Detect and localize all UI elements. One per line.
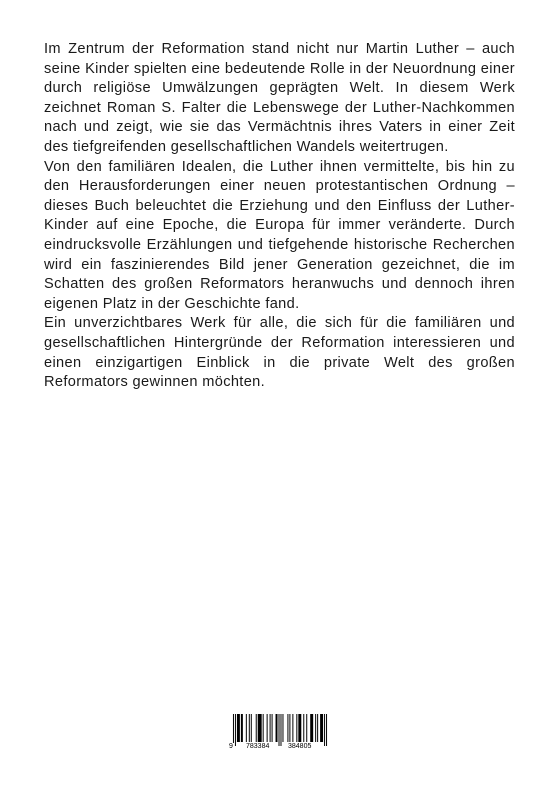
barcode-right-group: 384805 xyxy=(288,743,312,750)
barcode-bar xyxy=(246,714,247,742)
isbn-barcode xyxy=(229,714,331,750)
barcode-bar xyxy=(233,714,234,746)
barcode-left-group: 783384 xyxy=(246,743,270,750)
barcode-bar xyxy=(251,714,252,742)
barcode-bar xyxy=(324,714,325,746)
barcode-bar xyxy=(326,714,327,746)
barcode-bar xyxy=(310,714,313,742)
barcode-bar xyxy=(317,714,318,742)
barcode-bar xyxy=(306,714,307,742)
barcode-bar xyxy=(256,714,257,742)
barcode-bar xyxy=(272,714,273,742)
barcode-bar xyxy=(279,714,280,746)
barcode-bar xyxy=(289,714,290,742)
barcode-first-digit: 9 xyxy=(229,743,233,750)
barcode-bar xyxy=(263,714,264,742)
barcode-bar xyxy=(249,714,250,742)
barcode-bar xyxy=(282,714,283,742)
barcode-icon xyxy=(229,714,331,746)
barcode-bar xyxy=(237,714,240,742)
barcode-bar xyxy=(276,714,278,742)
barcode-bar xyxy=(270,714,271,742)
barcode-bar xyxy=(296,714,297,742)
barcode-bar xyxy=(258,714,262,742)
barcode-bar xyxy=(241,714,243,742)
barcode-bar xyxy=(267,714,268,742)
barcode-digits xyxy=(229,743,331,751)
barcode-bar xyxy=(292,714,293,742)
description-paragraph-2: Von den familiären Idealen, die Luther ihnen vermittelte, bis hin zu den Herausforderungen einer neuen protestantischen Ordnung – dieses Buch beleuchtet die Erziehung und den Einfluss der Luther-Kinder auf eine Epoche, die Europa für immer veränderte. Durch eindrucksvolle Erzählungen und tiefgehende historische Recherchen wird ein faszinierendes Bild jener Generation gezeichnet, die im Schatten des großen Reformators heranwuchs und dennoch ihren eigenen Platz in der Geschichte fand. xyxy=(44,158,515,312)
barcode-bar xyxy=(320,714,323,742)
back-cover-description xyxy=(44,40,515,393)
description-paragraph-1: Im Zentrum der Reformation stand nicht nur Martin Luther – auch seine Kinder spielten eine bedeutende Rolle in der Neuordnung einer durch religiöse Umwälzungen geprägten Welt. In diesem Werk zeichnet Roman S. Falter die Lebenswege der Luther-Nachkommen nach und zeigt, wie sie das Vermächtnis ihres Vaters in einer Zeit des tiefgreifenden gesellschaftlichen Wandels weitertrugen. xyxy=(44,41,515,155)
barcode-bar xyxy=(298,714,301,742)
barcode-bar xyxy=(303,714,304,742)
barcode-bar xyxy=(315,714,316,742)
description-paragraph-3: Ein unverzichtbares Werk für alle, die sich für die familiären und gesellschaftlichen Hintergründe der Reformation interessieren und einen einzigartigen Einblick in die private Welt des großen Reformators gewinnen möchten. xyxy=(44,315,515,391)
barcode-bar xyxy=(235,714,236,746)
barcode-bar xyxy=(287,714,288,742)
barcode-bar xyxy=(280,714,281,746)
